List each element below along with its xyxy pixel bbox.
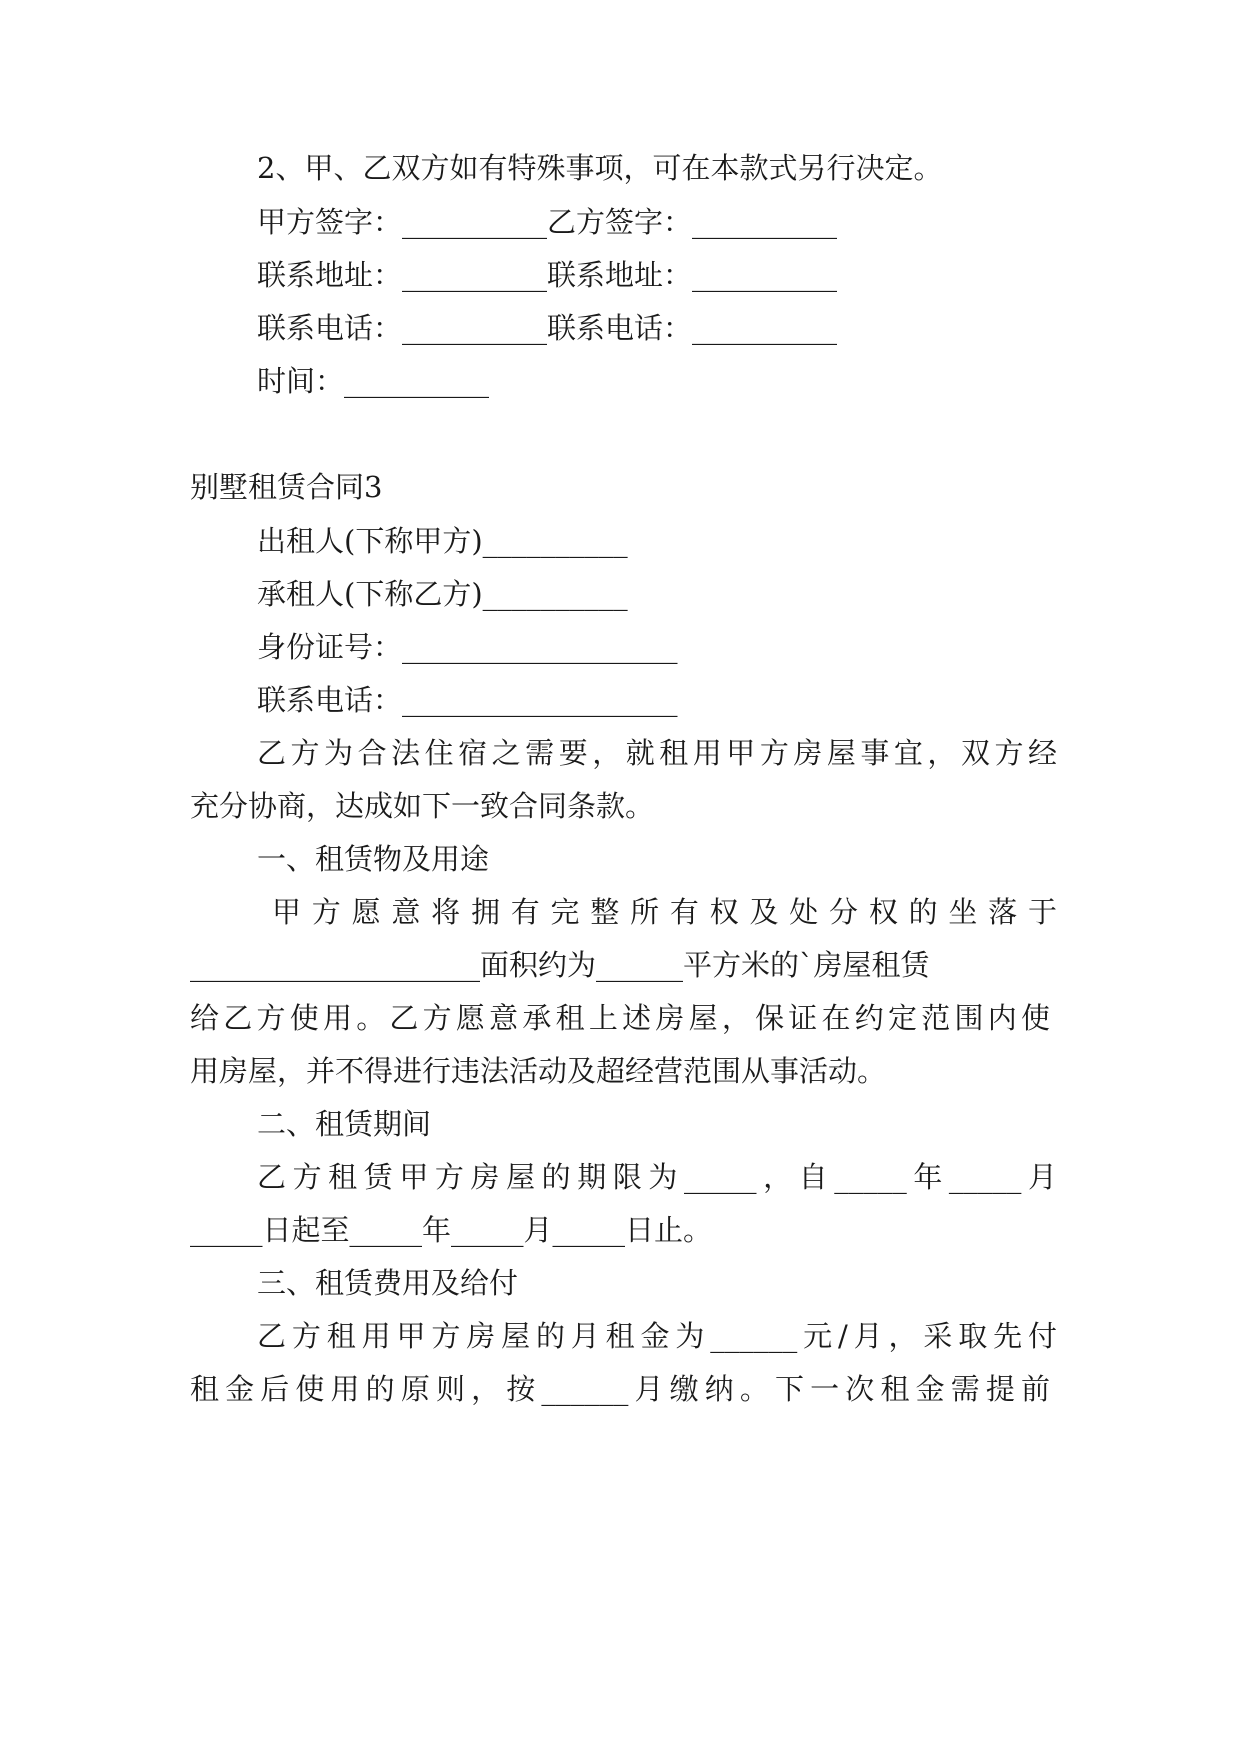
address-line: 联系地址：__________联系地址：__________ xyxy=(257,258,838,292)
preamble-line-2: 充分协商，达成如下一致合同条款。 xyxy=(190,789,655,823)
section-2-line-1: 乙方租赁甲方房屋的期限为_____，自_____年_____月 xyxy=(257,1160,1057,1194)
signature-line: 甲方签字：__________乙方签字：__________ xyxy=(257,205,838,239)
contact-phone-line: 联系电话：___________________ xyxy=(257,683,678,717)
section-1-line-2: ____________________面积约为______平方米的`房屋租赁 xyxy=(190,948,930,982)
lessee-line: 承租人(下称乙方)__________ xyxy=(257,577,628,611)
section-3-line-2: 租金后使用的原则，按______月缴纳。下一次租金需提前 xyxy=(190,1372,1050,1406)
special-matters-clause: 2、甲、乙双方如有特殊事项，可在本款式另行决定。 xyxy=(257,151,943,185)
lessor-line: 出租人(下称甲方)__________ xyxy=(257,524,628,558)
section-1-line-3: 给乙方使用。乙方愿意承租上述房屋，保证在约定范围内使 xyxy=(190,1001,1050,1035)
phone-line: 联系电话：__________联系电话：__________ xyxy=(257,311,838,345)
section-1-line-4: 用房屋，并不得进行违法活动及超经营范围从事活动。 xyxy=(190,1054,887,1088)
section-1-line-1: 甲方愿意将拥有完整所有权及处分权的坐落于 xyxy=(272,895,1057,929)
id-number-line: 身份证号：___________________ xyxy=(257,630,678,664)
section-3-heading: 三、租赁费用及给付 xyxy=(257,1266,519,1300)
date-line: 时间：__________ xyxy=(257,364,490,398)
section-1-heading: 一、租赁物及用途 xyxy=(257,842,490,876)
preamble-line-1: 乙方为合法住宿之需要，就租用甲方房屋事宜，双方经 xyxy=(257,736,1057,770)
section-2-line-2: _____日起至_____年_____月_____日止。 xyxy=(190,1213,713,1247)
contract-title: 别墅租赁合同3 xyxy=(190,470,383,504)
section-2-heading: 二、租赁期间 xyxy=(257,1107,432,1141)
section-3-line-1: 乙方租用甲方房屋的月租金为______元/月，采取先付 xyxy=(257,1319,1057,1353)
